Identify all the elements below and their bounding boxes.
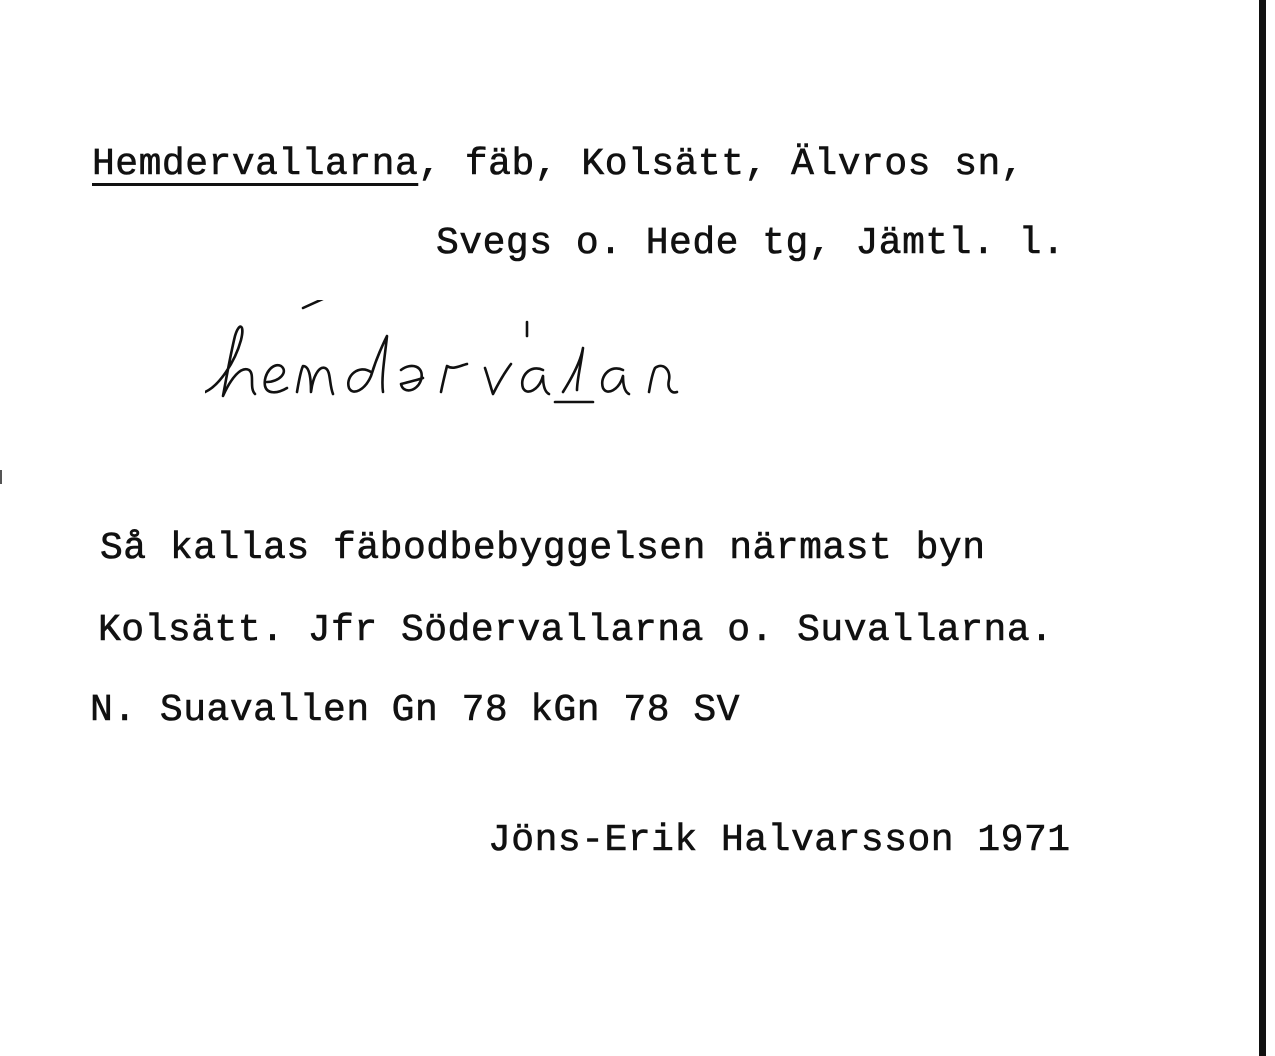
header-location: , fäb, Kolsätt, Älvros sn, (418, 143, 1025, 186)
reference-gn: Gn 78 (391, 689, 509, 732)
header-line (92, 143, 1025, 186)
headword: Hemdervallarna (92, 143, 419, 186)
description-line-1: Så kallas fäbodbebyggelsen närmast byn (100, 527, 986, 570)
handwritten-pronunciation (205, 300, 765, 420)
scan-mark (0, 470, 2, 484)
header-line-2: Svegs o. Hede tg, Jämtl. l. (436, 222, 1066, 265)
reference-name: N. Suavallen (90, 689, 370, 732)
signature-line: Jöns-Erik Halvarsson 1971 (488, 819, 1071, 862)
reference-kgn: kGn 78 SV (530, 689, 740, 732)
reference-line (90, 689, 740, 732)
card-edge-border (1259, 0, 1266, 1056)
description-line-2: Kolsätt. Jfr Södervallarna o. Suvallarna. (98, 609, 1054, 652)
